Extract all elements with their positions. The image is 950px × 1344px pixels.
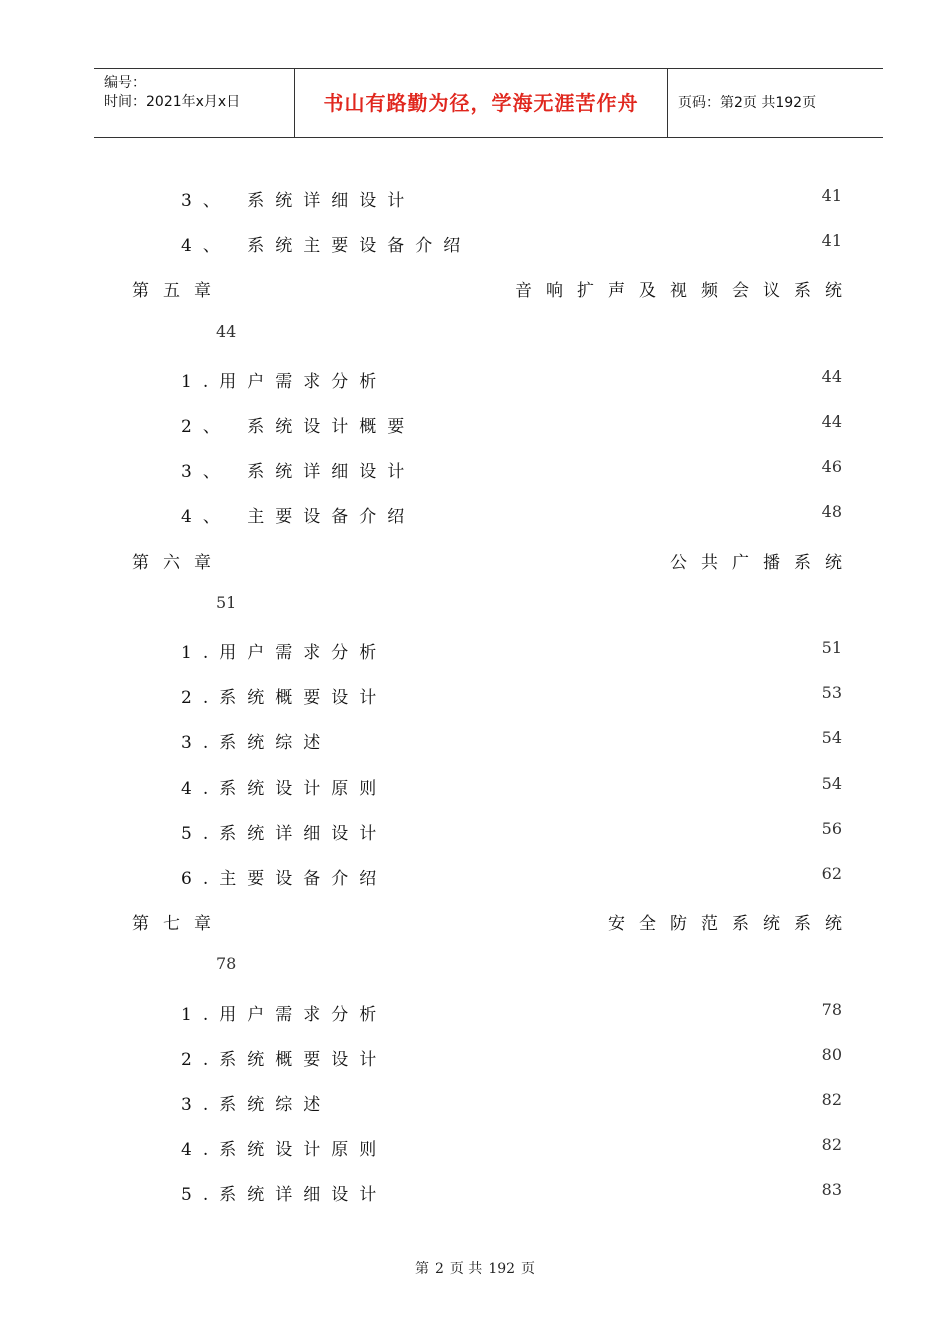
toc-chapter-label: 第七章 bbox=[132, 914, 225, 935]
toc-entry-page: 80 bbox=[821, 1044, 842, 1064]
toc-chapter-title bbox=[670, 548, 856, 573]
toc-chapter-label: 第五章 bbox=[132, 281, 225, 302]
time-label: 时间：2021年x月x日 bbox=[104, 94, 241, 110]
toc-chapter bbox=[0, 909, 950, 939]
toc-entry-label: 2.系统概要设计 bbox=[181, 1049, 388, 1070]
toc-entry bbox=[0, 1045, 950, 1075]
toc-chapter-title-text: 音响扩声及视频会议系统 bbox=[515, 281, 856, 302]
toc-chapter-title bbox=[515, 276, 856, 302]
toc-entry-page: 54 bbox=[821, 728, 842, 748]
toc-chapter-page-line bbox=[0, 322, 950, 352]
toc-entry bbox=[0, 231, 950, 261]
toc-entry-label: 4.系统设计原则 bbox=[181, 778, 388, 799]
toc-entry-page: 82 bbox=[821, 1090, 842, 1109]
toc-entry-label: 1.用户需求分析 bbox=[181, 371, 388, 392]
toc-entry-page: 46 bbox=[821, 457, 842, 477]
toc-entry bbox=[0, 683, 950, 713]
toc-entry bbox=[0, 819, 950, 849]
header-motto: 书山有路勤为径，学海无涯苦作舟 bbox=[295, 69, 668, 137]
toc-chapter-page-line bbox=[0, 593, 950, 623]
toc-entry-page: 41 bbox=[821, 186, 842, 205]
toc-entry bbox=[0, 774, 950, 804]
toc-chapter-page: 78 bbox=[216, 954, 237, 974]
footer-total-pages: 192 bbox=[488, 1261, 516, 1277]
toc-entry-label: 1.用户需求分析 bbox=[181, 643, 388, 663]
toc-entry-page: 44 bbox=[821, 412, 842, 431]
toc-entry-page: 83 bbox=[821, 1180, 842, 1200]
toc-chapter-page-line bbox=[0, 954, 950, 984]
header-meta-cell bbox=[94, 69, 295, 137]
toc-entry bbox=[0, 186, 950, 216]
page-footer bbox=[0, 1258, 950, 1278]
toc-entry-label: 4、 主要设备介绍 bbox=[181, 507, 416, 528]
toc-entry-page: 82 bbox=[821, 1135, 842, 1155]
toc-entry-label: 3.系统综述 bbox=[181, 733, 332, 754]
toc-entry-label: 4.系统设计原则 bbox=[181, 1140, 388, 1161]
toc-entry-page: 41 bbox=[821, 231, 842, 251]
toc-entry-label: 2.系统概要设计 bbox=[181, 688, 388, 709]
toc-entry bbox=[0, 412, 950, 442]
toc-entry bbox=[0, 1000, 950, 1030]
toc-entry-page: 56 bbox=[821, 818, 842, 838]
footer-mid: 页 共 bbox=[449, 1261, 483, 1277]
toc-entry bbox=[0, 1180, 950, 1210]
toc-entry-page: 51 bbox=[821, 638, 842, 657]
toc-entry-page: 53 bbox=[821, 683, 842, 703]
toc-chapter-title-text: 安全防范系统系统 bbox=[608, 914, 856, 935]
toc-entry bbox=[0, 457, 950, 487]
page-header bbox=[94, 68, 883, 138]
toc-entry-page: 48 bbox=[821, 502, 842, 522]
toc-entry bbox=[0, 638, 950, 668]
footer-prefix: 第 bbox=[414, 1261, 429, 1277]
toc-entry bbox=[0, 502, 950, 532]
number-label: 编号： bbox=[104, 75, 146, 91]
toc-chapter-page: 51 bbox=[216, 592, 237, 612]
toc-chapter bbox=[0, 276, 950, 306]
toc-entry-label: 3.系统综述 bbox=[181, 1095, 332, 1115]
toc-entry-page: 62 bbox=[821, 864, 842, 883]
toc-entry-page: 54 bbox=[821, 773, 842, 793]
header-page-label: 页码：第2页 共192页 bbox=[678, 95, 817, 111]
toc-chapter-page: 44 bbox=[216, 321, 237, 341]
toc-entry-label: 2、 系统设计概要 bbox=[181, 417, 416, 437]
toc-entry bbox=[0, 1090, 950, 1120]
toc-entry bbox=[0, 864, 950, 894]
toc-entry-label: 1.用户需求分析 bbox=[181, 1004, 388, 1025]
toc-entry bbox=[0, 1135, 950, 1165]
toc-entry bbox=[0, 367, 950, 397]
toc-entry bbox=[0, 728, 950, 758]
toc-entry-page: 44 bbox=[821, 366, 842, 386]
toc-chapter-title bbox=[608, 909, 856, 935]
toc-entry-label: 4、 系统主要设备介绍 bbox=[181, 236, 472, 257]
toc-entry-label: 5.系统详细设计 bbox=[181, 1185, 388, 1206]
toc-chapter-title-text: 公共广播系统 bbox=[670, 552, 856, 573]
toc-entry-label: 3、 系统详细设计 bbox=[181, 462, 416, 483]
toc-chapter bbox=[0, 548, 950, 578]
footer-suffix: 页 bbox=[521, 1261, 536, 1277]
footer-current-page: 2 bbox=[434, 1261, 444, 1277]
toc-entry-label: 6.主要设备介绍 bbox=[181, 869, 388, 889]
toc-entry-label: 5.系统详细设计 bbox=[181, 823, 388, 844]
toc-entry-page: 78 bbox=[821, 999, 842, 1019]
toc-chapter-label: 第六章 bbox=[132, 552, 225, 573]
toc-entry-label: 3、 系统详细设计 bbox=[181, 191, 416, 211]
